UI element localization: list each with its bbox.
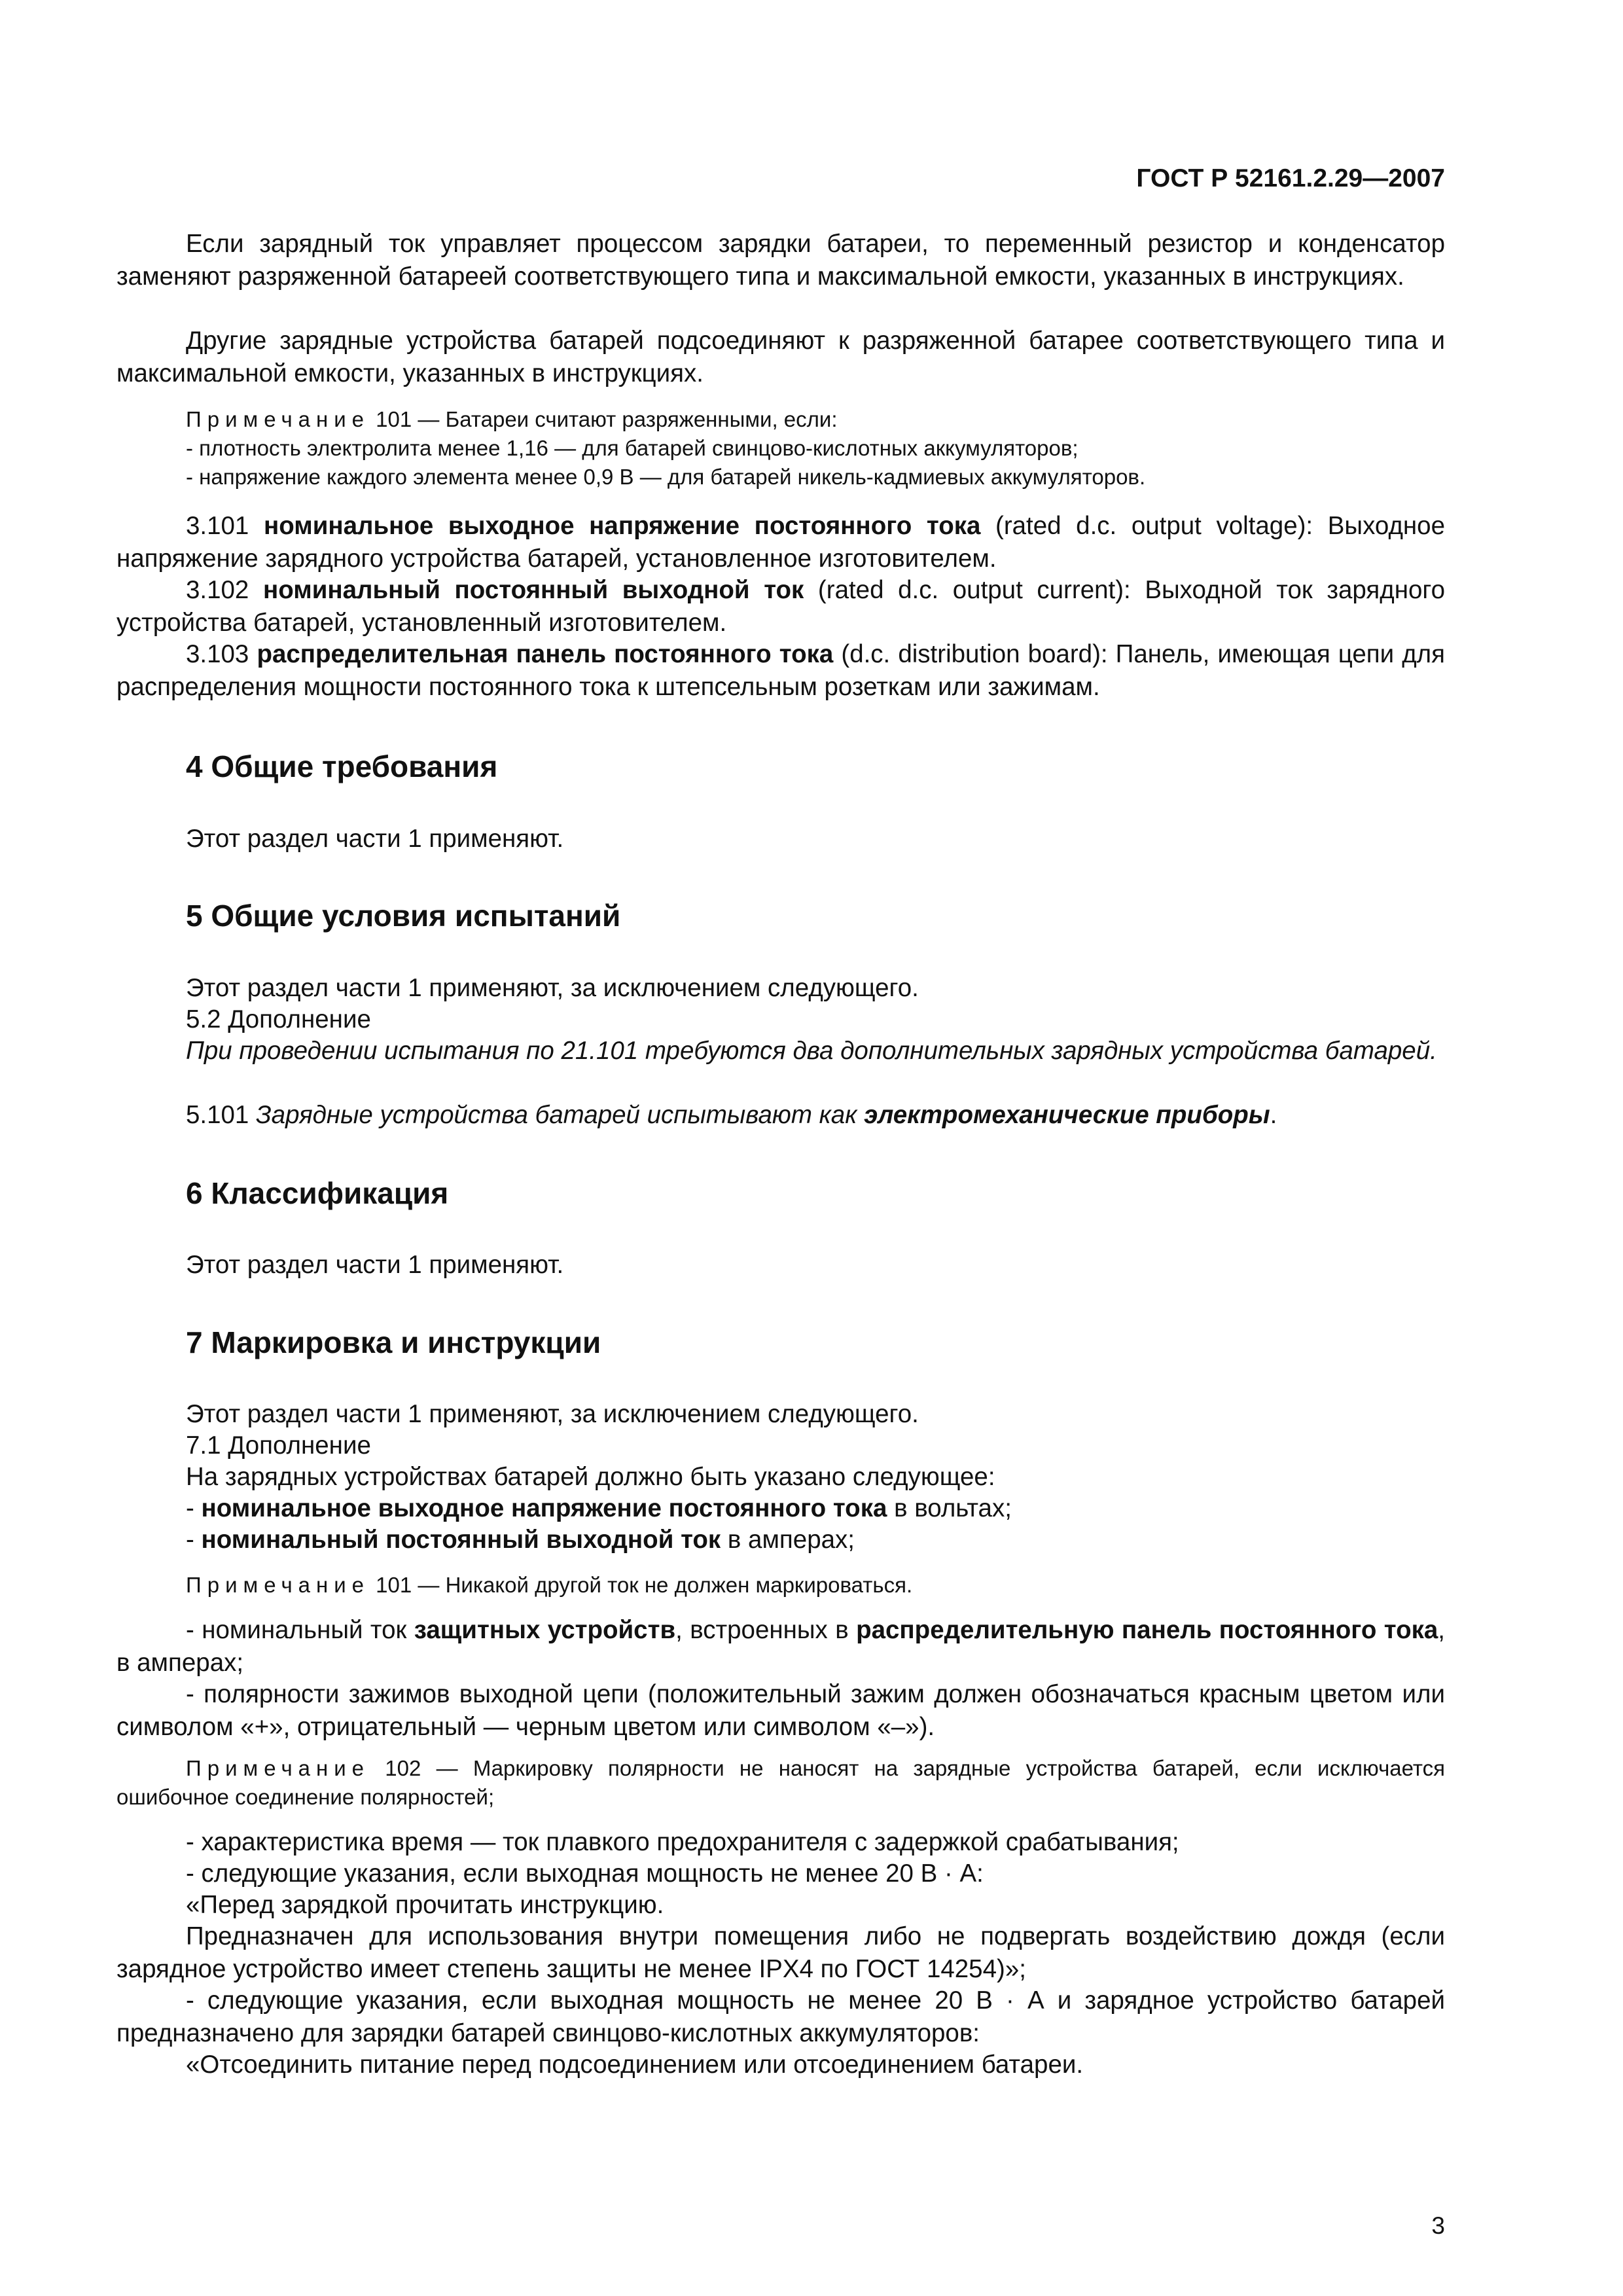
note-label: Примечание xyxy=(186,1573,370,1597)
item-rest: в амперах; xyxy=(721,1526,855,1554)
definition-number: 3.103 xyxy=(186,640,257,668)
item-rest: в вольтах; xyxy=(887,1494,1012,1522)
clause-number: 5.101 xyxy=(186,1101,257,1129)
item-bold: номинальное выходное напряжение постоянного тока xyxy=(201,1494,887,1522)
item-text: , встроенных в xyxy=(675,1616,857,1644)
marking-item-polarity: - полярности зажимов выходной цепи (положительный зажим должен обозначаться красным цветом или символом «+», отрицательный — черным цветом или символом «–»). xyxy=(116,1680,1445,1741)
marking-item-current xyxy=(186,1524,1445,1556)
instruction-quote-3: «Отсоединить питание перед подсоединением или отсоединением батареи. xyxy=(186,2051,1084,2079)
section-5-101 xyxy=(116,1099,1445,1132)
note-text: 102 — Маркировку полярности не наносят на зарядные устройства батарей, если исключается ошибочное соединение полярностей; xyxy=(116,1756,1445,1809)
definition-3-103 xyxy=(116,638,1445,704)
instruction-quote-2: Предназначен для использования внутри помещения либо не подвергать воздействию дождя (если зарядное устройство имеет степень защиты не менее IPX4 по ГОСТ 14254)»; xyxy=(116,1922,1445,1983)
note-text: 101 — Батареи считают разряженными, если: xyxy=(370,407,838,431)
note-label: Примечание xyxy=(186,1756,370,1780)
section-4-text: Этот раздел части 1 применяют. xyxy=(186,825,564,853)
item-text: , в амперах; xyxy=(116,1616,1445,1677)
section-6-text: Этот раздел части 1 применяют. xyxy=(186,1251,564,1279)
marking-item-voltage xyxy=(186,1492,1445,1525)
note-101-current xyxy=(186,1571,1445,1600)
marking-item-lead-acid: - следующие указания, если выходная мощность не менее 20 В · А и зарядное устройство батарей предназначено для зарядки батарей свинцово-кислотных аккумуляторов: xyxy=(116,1986,1445,2047)
clause-bold: электромеханические приборы xyxy=(864,1101,1270,1129)
section-5-2-sub: 5.2 Дополнение xyxy=(186,1005,371,1033)
instruction-quote-1: «Перед зарядкой прочитать инструкцию. xyxy=(186,1891,664,1919)
definition-3-102 xyxy=(116,574,1445,639)
page-number: 3 xyxy=(1431,2212,1445,2239)
item-dash: - xyxy=(186,1526,202,1554)
section-7-text: Этот раздел части 1 применяют, за исключением следующего. xyxy=(186,1400,919,1428)
section-6-heading: 6 Классификация xyxy=(186,1176,449,1210)
section-4-heading: 4 Общие требования xyxy=(186,749,498,783)
clause-end: . xyxy=(1270,1101,1277,1129)
note-101-battery xyxy=(186,405,1445,434)
definition-text: (rated d.c. output current): Выходной ток зарядного устройства батарей, установленный изготовителем. xyxy=(116,576,1446,637)
definition-term: распределительная панель постоянного тока xyxy=(257,640,834,668)
intro-paragraph-1: Если зарядный ток управляет процессом зарядки батареи, то переменный резистор и конденсатор заменяют разряженной батареей соответствующего типа и максимальной емкости, указанных в инструкциях. xyxy=(116,230,1445,291)
standard-code: ГОСТ Р 52161.2.29—2007 xyxy=(1136,164,1445,192)
definition-text: (rated d.c. output voltage): Выходное напряжение зарядного устройства батарей, установленное изготовителем. xyxy=(116,512,1445,573)
document-page xyxy=(116,0,1445,2296)
section-5-heading: 5 Общие условия испытаний xyxy=(186,899,621,933)
section-7-1-sub: 7.1 Дополнение xyxy=(186,1431,371,1460)
section-7-1-lead: На зарядных устройствах батарей должно быть указано следующее: xyxy=(186,1463,995,1491)
note-item-density: - плотность электролита менее 1,16 — для батарей свинцово-кислотных аккумуляторов; xyxy=(186,436,1079,460)
item-bold: номинальный постоянный выходной ток xyxy=(201,1526,721,1554)
note-text: 101 — Никакой другой ток не должен маркироваться. xyxy=(370,1573,913,1597)
section-5-text: Этот раздел части 1 применяют, за исключением следующего. xyxy=(186,974,919,1002)
note-label: Примечание xyxy=(186,407,370,431)
note-102-polarity xyxy=(116,1754,1445,1812)
definition-3-101 xyxy=(116,510,1445,575)
item-bold: распределительную панель постоянного тока xyxy=(856,1616,1438,1644)
section-7-heading: 7 Маркировка и инструкции xyxy=(186,1325,601,1359)
clause-italic: Зарядные устройства батарей испытывают как xyxy=(256,1101,865,1129)
item-text: - номинальный ток xyxy=(186,1616,414,1644)
definition-number: 3.101 xyxy=(186,512,264,540)
section-5-2-italic: При проведении испытания по 21.101 требуются два дополнительных зарядных устройства батарей. xyxy=(186,1037,1437,1065)
intro-paragraph-2: Другие зарядные устройства батарей подсоединяют к разряженной батарее соответствующего типа и максимальной емкости, указанных в инструкциях. xyxy=(116,327,1445,387)
item-bold: защитных устройств xyxy=(414,1616,676,1644)
note-item-voltage: - напряжение каждого элемента менее 0,9 В — для батарей никель-кадмиевых аккумуляторов. xyxy=(186,465,1146,489)
marking-item-protective xyxy=(116,1614,1445,1679)
marking-item-power-20va: - следующие указания, если выходная мощность не менее 20 В · А: xyxy=(186,1859,984,1888)
marking-item-fuse: - характеристика время — ток плавкого предохранителя с задержкой срабатывания; xyxy=(186,1828,1179,1856)
definition-number: 3.102 xyxy=(186,576,263,604)
item-dash: - xyxy=(186,1494,202,1522)
definition-term: номинальный постоянный выходной ток xyxy=(262,576,804,604)
definition-text: (d.c. distribution board): Панель, имеющая цепи для распределения мощности постоянного тока к штепсельным розеткам или зажимам. xyxy=(116,640,1445,701)
definition-term: номинальное выходное напряжение постоянного тока xyxy=(263,512,981,540)
